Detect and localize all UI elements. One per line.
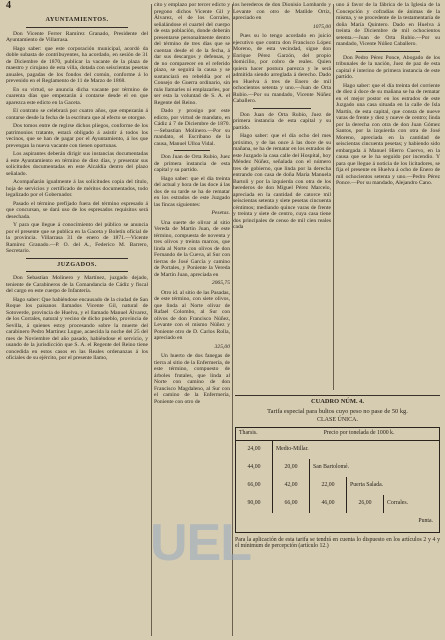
station-name: Puerta Salada. (350, 482, 384, 489)
table-row (236, 459, 439, 477)
page-number: 4 (6, 0, 11, 11)
amount: 2065,75 (211, 280, 230, 286)
paragraph: Pasado el término prefijado fuera del término espresado á que concursan, se dará uso de los espresados requisitos será desechada. (6, 200, 148, 220)
amount: 325,00 (214, 343, 230, 350)
divider (235, 395, 440, 396)
notice-heading: Don Juan de Orta Rubio, Juez de primera instancia de esta capital y su partido. (233, 111, 331, 131)
price-cell: 22,00 (310, 477, 347, 495)
column-divider (333, 4, 334, 390)
notice-heading: Don Juan de Orta Rubio, Juez de primera instancia de esta capital y su partido. (154, 154, 230, 173)
tarifa-table (235, 427, 440, 533)
clase-label: CLASE ÚNICA. (316, 417, 358, 423)
header-price: Precio por tonelada de 1000 k. (323, 430, 395, 437)
section-heading-juzgados: JUZGADOS. (57, 260, 97, 268)
price-cell: 44,00 (236, 459, 273, 477)
paragraph: Dos tomos entre de regirse dichos pliegos, conforme de los patrimonios tratante, estará obligado á asistir á todos los vecinos, que se han de pagar por el Ayuntamiento, á los que prevengan la nueva vacante con tienen oportunas. (6, 123, 148, 149)
paragraph: Hago saber: que el día treinta del actual y hora de las doce á las dos de su tarde se ha de rematar en los estrados de este Juzgado las fincas siguientes: (154, 175, 230, 208)
notice-heading: Don Vicente Ferrer Ramírez Granado, Presidente del Ayuntamiento de Villarrasa. (6, 30, 148, 43)
column-2 (154, 2, 230, 477)
price-cell: 24,00 (236, 441, 273, 459)
paragraph: Dado y prosigo por este edicto, por virtud de mandato, en Cádiz á 7 de Diciembre de 1870.—Sebastian Molinero.—Por su mandato, el Escribano de la causa, Manuel Ulloa Vidal. (154, 108, 230, 147)
divider (26, 258, 128, 259)
paragraph: Otro id. al sitio de las Pasadas, de este término, con siete olivos, que linda al Norte olivar de Rafael Colombo, al Sur con olivos de don Francisco Núñez, Levante con el mismo Núñez y Poniente otro de D. Carlos Rolla, apreciado en (154, 289, 230, 341)
price-cell: 20,00 (273, 459, 310, 477)
price-cell: 66,00 (236, 477, 273, 495)
paragraph: uno á favor de la fábrica de la Iglesia de la Concepción y cofradías de ánimas de la misma, y se procedente de la testamentaría de doña María Quintero. Dado en Huelva á treinta de Diciembre de mil ochocientos setenta.—Juan de Orta Rubio.—Por su mandado, Vicente Núñez Caballero. (336, 2, 440, 47)
divider (174, 150, 210, 151)
paragraph: Y para que llegue á conocimiento del público se anuncia por el presente que se publica en la Gaceta y Boletín oficial de la provincia. Villarrasa 31 de enero de 1871.—Vicente Ramírez Granado.—P. O. del A., Federico M. Barrero, Secretario. (6, 222, 148, 254)
paragraph: Pues su lo tengo acordado en juicio ejecutivo que contra don Francisco López Moreno, de esta vecindad, sigue don Enrique Pérez Garzón, del propio domicilio, por cobro de reales. Quien quiera hacer postura parezca y le será admitida siendo arreglada á derecho. Dado en Huelva á tres de Enero de mil ochocientos setenta y uno.—Juan de Orta Rubio.—Por su mandado, Vicente Núñez Caballero. (233, 33, 331, 104)
column-3 (233, 2, 331, 390)
price-cell: 90,00 (236, 495, 273, 513)
paragraph: Hago saber: que el día treinta del corriente de diez á doce de su mañana se ha de rematar en el mejor postor en los estrados de este Juzgado una casa situada en la calle de Isla Martín, de esta capital, que consta de nueve varas de frente y diez y nueve de centro; linda por la derecha con otra de don Juan Gómez Santos, por la izquierda con otra de José Moreno, apreciada en la cantidad de seiscientas cincuenta pesetas; y habiendo sido embargada á Manuel Hierro Cuervo, en la causa que se le ha seguido por incendio. Y para que llegue á noticia de los licitadores, se fija el presente en Huelva á ocho de Enero de mil ochocientos setenta y uno.—Pedro Pérez Ponce.—Por su mandado, Alejandro Cano. (336, 82, 440, 186)
station-name: San Bartolomé. (313, 464, 350, 471)
notice-heading: Don Pedro Pérez Ponce, Abogado de los tribunales de la nación, Juez de paz de esta capital é interino de primera instancia de este partido. (336, 54, 440, 80)
column-1 (6, 15, 148, 637)
table-header (236, 428, 439, 441)
notice-heading: Don Sebastian Molinero y Martínez, juzgado dejado, teniente de Carabineros de la Comandancia de Cádiz y fiscal del cargo en este cuerpo de Infantería. (6, 275, 148, 294)
cuadro-title: CUADRO NÚM. 4. (311, 398, 364, 405)
paragraph: los herederos de don Dionisio Lombardo y Levante con otro de Matilde Ortiz, apreciado en (233, 2, 331, 21)
paragraph: Hago saber: Que habiéndose encausado de la ciudad de San Roque los paisanos llamados Vicente Gil, natural de Sotoverde, provincia de Huelva, y el llamado Manuel Álvarez, de los Corrales, natural y vecino de dicho pueblo, provincia de Sevilla, á quienes estoy procesando sobre la muerte del carabinero Pedro Martínez Lugue, acaecida la noche del 25 del mes de Noviembre del año pasado, habiéndose el servicio, y usando de la jurisdicción que S. A. el Regente del Reino tiene concedida en estos casos en las Reales ordenanzas á los oficiales de su ejército, por el presente llamo, (6, 296, 148, 361)
amount: 1075,00 (312, 23, 331, 30)
paragraph: cito y emplazo por tercer edicto y pregono dichos Vicente Gil y Álvarez, el de los Corrales, señalándose el cuartel del cuerpo de esta población, donde deberán presentarse personalmente dentro del término de tres días que se cuentan desde el de la fecha, á dar sus descargos y defensas, y de no comparecer en el referido plazo, se seguirá la causa y se sustanciará en rebeldía por el Consejo de Guerra ordinario, sin más llamarles ni emplazarles, por ser esta la voluntad de S. A. el Regente del Reino. (154, 2, 230, 106)
paragraph: Hago saber: que este corporación municipal, acordó da doble subasta de contribuyentes, ha acordado, en sesión de 31 de Diciembre de 1870, publicar la vacante de la plaza de maestro y cirujano de esta villa, dotada con seiscientas pesetas anuales, pagadas de los fondos del común, conforme á lo prevenido en el Reglamento de 11 de Marzo de 1868. (6, 45, 148, 84)
section-heading-ayuntamientos: AYUNTAMIENTOS. (45, 16, 109, 23)
paragraph: Acompañarán igualmente á las solicitudes copia del título, hoja de servicios y certificado de méritos documentados, todo legalizado por el Gobernador. (6, 179, 148, 198)
paragraph: Un huerto de dos fanegas de tierra al sitio de la Enfermería, de este término, compuesto de árboles frutales, que linda al Norte con camino de don Francisco Magdaleno, al Sur con el camino de la Enfermería, Poniente con otro de (154, 353, 230, 405)
paragraph: El contrato se celebrará por cuatro años, que empezarán á contarse desde la fecha de la escritura que al efecto se otorgue. (6, 108, 148, 121)
tarifa-note: Para la aplicación de esta tarifa se tendrá en cuenta lo dispuesto en los artículos 2 y 4 y el mínimum de percepción (artículo 12.) (235, 536, 440, 550)
divider (253, 108, 311, 109)
table-row (236, 495, 439, 513)
pesetas-label: Pesetas. (211, 210, 230, 216)
library-stamp-watermark: UEL (150, 514, 251, 572)
paragraph: Hago saber: que el día ocho del mes próximo, y de las once á las doce de su mañana, se ha de rematar en los estrados de este Juzgado la casa calle del Hospital, hoy Méndez Núñez, señalada con el número tres de gobierno, que linda por la derecha entrando con casa de doña María Manuela Bartoli y por la izquierda con otra de los herederos de don Miguel Pérez Marcelo, apreciada en la cantidad de catorce mil seiscientas setenta y siete pesetas cincuenta céntimos; mediando quince varas de frente y treinta y siete de centro, cuya casa tiene dos principales de censo de mil cien reales cada (233, 133, 331, 230)
divider (356, 51, 420, 52)
price-cell: 66,00 (273, 495, 310, 513)
tarifa-section (235, 392, 440, 632)
station-name: Corrales. (387, 500, 409, 507)
header-tharsis: Tharsis. (239, 430, 258, 437)
table-row (236, 513, 439, 531)
price-cell: 46,00 (310, 495, 347, 513)
paragraph: Los aspirantes deberán dirigir sus instancias documentadas á este Ayuntamiento en término de diez días, y presentar sus solicitudes documentadas en este Alcaldía dentro del plazo señalado. (6, 151, 148, 177)
table-row (236, 477, 439, 495)
divider (26, 271, 128, 272)
table-row (236, 441, 439, 459)
column-4 (336, 2, 440, 390)
price-cell: 42,00 (273, 477, 310, 495)
paragraph: En su virtud, se anuncia dicha vacante por término de cuarenta días que empezarán á contarse desde el en que aparezca este edicto en la Gaceta. (6, 86, 148, 106)
divider (26, 27, 128, 28)
price-cell: 26,00 (347, 495, 384, 513)
station-name: Medio-Millar. (276, 446, 309, 453)
paragraph: Una suerte de olivar al sitio Vereda de Martin Juan, de este término, compuesta de noventa y tres olivos y treinta marcos, que linda al Norte con olivos de don Fernando de la Cueva, al Sur con tierras de José García y camino de Portales, y Poniente la Vereda de Martín Juan, apreciada en (154, 219, 230, 278)
tarifa-title: Tarifa especial para bultos cuyo peso no pase de 50 kg. (267, 407, 408, 415)
station-name: Punta. (418, 518, 433, 525)
